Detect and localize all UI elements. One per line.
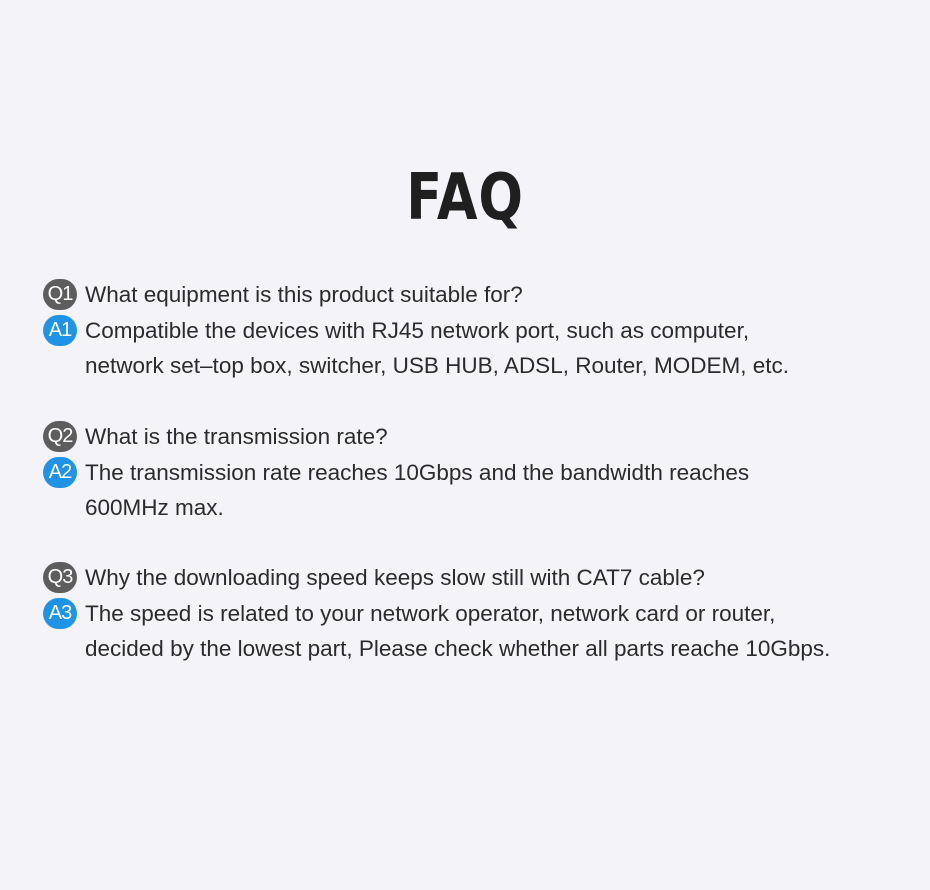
answer-line: decided by the lowest part, Please check whether all parts reache 10Gbps. bbox=[85, 636, 831, 661]
faq-item bbox=[43, 419, 923, 526]
faq-answer-continued bbox=[43, 348, 923, 384]
faq-answer-continued bbox=[43, 490, 923, 526]
page-title: FAQ bbox=[406, 161, 524, 235]
answer-line: network set–top box, switcher, USB HUB, ADSL, Router, MODEM, etc. bbox=[85, 353, 790, 378]
faq-question bbox=[43, 419, 923, 455]
faq-answer bbox=[43, 596, 923, 632]
answer-badge: A2 bbox=[43, 457, 77, 488]
answer-line: Compatible the devices with RJ45 network port, such as computer, bbox=[85, 317, 750, 343]
question-badge: Q2 bbox=[43, 421, 77, 452]
question-badge: Q3 bbox=[43, 562, 77, 593]
faq-item bbox=[43, 277, 923, 384]
question-text: What is the transmission rate? bbox=[85, 424, 388, 449]
faq-question bbox=[43, 277, 923, 313]
faq-answer bbox=[43, 455, 923, 491]
faq-answer-continued bbox=[43, 631, 923, 667]
answer-badge: A3 bbox=[43, 598, 77, 629]
answer-line: The speed is related to your network operator, network card or router, bbox=[85, 600, 776, 626]
answer-line: The transmission rate reaches 10Gbps and the bandwidth reaches bbox=[85, 459, 750, 485]
faq-item bbox=[43, 560, 923, 667]
faq-question bbox=[43, 560, 923, 596]
faq-answer bbox=[43, 313, 923, 349]
question-text: What equipment is this product suitable for? bbox=[85, 282, 523, 307]
answer-badge: A1 bbox=[43, 315, 77, 346]
answer-line: 600MHz max. bbox=[85, 495, 224, 520]
question-text: Why the downloading speed keeps slow still with CAT7 cable? bbox=[85, 565, 705, 590]
question-badge: Q1 bbox=[43, 279, 77, 310]
